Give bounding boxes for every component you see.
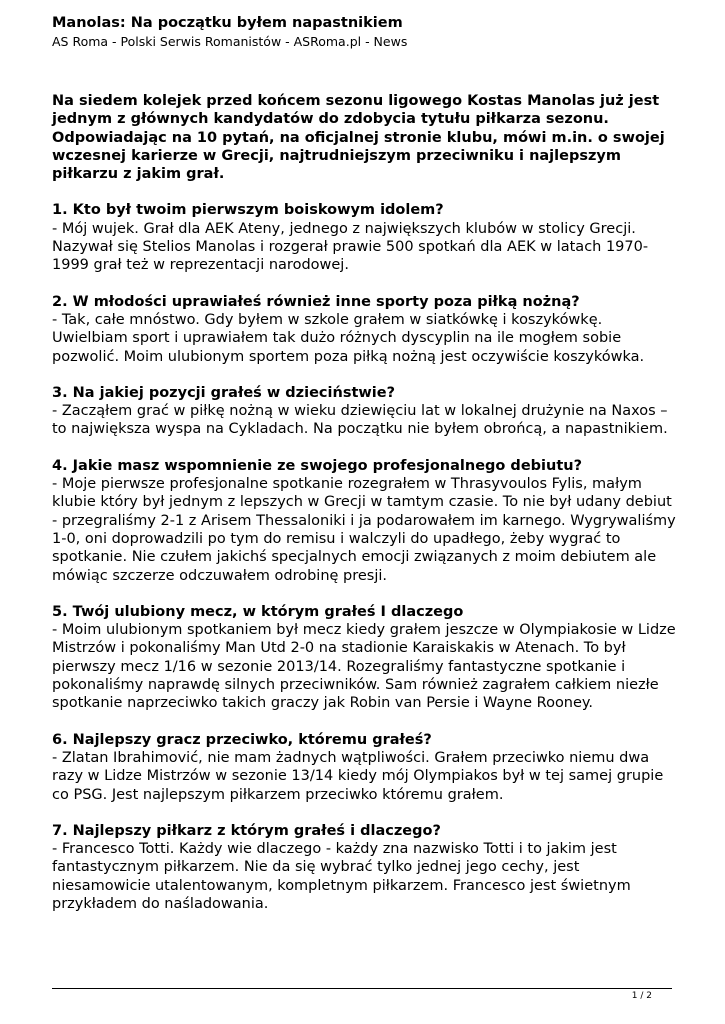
qa-item-2 bbox=[52, 293, 677, 366]
answer: - Moje pierwsze profesjonalne spotkanie rozegrałem w Thrasyvoulos Fylis, małym klubie który był jednym z lepszych w Grecji w tamtym czasie. To nie był udany debiut - przegraliśmy 2-1 z Arisem Thessaloniki i ja podarowałem im karnego. Wygrywaliśmy 1-0, oni doprowadzili po tym do remisu i walczyli do upadłego, żeby wygrać to spotkanie. Nie czułem jakichś specjalnych emocji związanych z moim debiutem ale mówiąc szczerze odczuwałem odrobinę presji. bbox=[52, 476, 676, 584]
article-lead: Na siedem kolejek przed końcem sezonu ligowego Kostas Manolas już jest jednym z głównych kandydatów do zdobycia tytułu piłkarza sezonu. Odpowiadając na 10 pytań, na oficjalnej stronie klubu, mówi m.in. o swojej wczesnej karierze w Grecji, najtrudniejszym przeciwniku i najlepszym piłkarzu z jakim grał. bbox=[52, 93, 665, 183]
qa-item-6 bbox=[52, 731, 677, 804]
question: 7. Najlepszy piłkarz z którym grałeś i dlaczego? bbox=[52, 822, 441, 839]
page-header bbox=[52, 14, 672, 50]
question: 1. Kto był twoim pierwszym boiskowym idolem? bbox=[52, 202, 444, 219]
document-title: Manolas: Na początku byłem napastnikiem bbox=[52, 15, 403, 31]
answer: - Moim ulubionym spotkaniem był mecz kiedy grałem jeszcze w Olympiakosie w Lidze Mistrzów i pokonaliśmy Man Utd 2-0 na stadionie Karaiskakis w Atenach. To był pierwszy mecz 1/16 w sezonie 2013/14. Rozegraliśmy fantastyczne spotkanie i pokonaliśmy naprawdę silnych przeciwników. Sam również zagrałem całkiem niezłe spotkanie naprzeciwko takich graczy jak Robin van Persie i Wayne Rooney. bbox=[52, 622, 676, 712]
answer: - Zlatan Ibrahimović, nie mam żadnych wątpliwości. Grałem przeciwko niemu dwa razy w Lidze Mistrzów w sezonie 13/14 kiedy mój Olympiakos był w tej samej grupie co PSG. Jest najlepszym piłkarzem przeciwko któremu grałem. bbox=[52, 749, 664, 803]
article-body bbox=[52, 92, 677, 931]
qa-item-3 bbox=[52, 384, 677, 439]
qa-item-1 bbox=[52, 201, 677, 274]
page-number: 1 / 2 bbox=[631, 991, 652, 1001]
question: 5. Twój ulubiony mecz, w którym grałeś I dlaczego bbox=[52, 603, 464, 620]
qa-item-5 bbox=[52, 603, 677, 713]
qa-item-7 bbox=[52, 822, 677, 913]
qa-item-4 bbox=[52, 457, 677, 585]
question: 2. W młodości uprawiałeś również inne sporty poza piłką nożną? bbox=[52, 293, 580, 310]
footer-divider bbox=[52, 988, 672, 989]
question: 3. Na jakiej pozycji grałeś w dzieciństwie? bbox=[52, 384, 395, 401]
question: 4. Jakie masz wspomnienie ze swojego profesjonalnego debiutu? bbox=[52, 457, 582, 474]
answer: - Mój wujek. Grał dla AEK Ateny, jednego z największych klubów w stolicy Grecji. Nazywał się Stelios Manolas i rozgerał prawie 500 spotkań dla AEK w latach 1970-1999 grał też w reprezentacji narodowej. bbox=[52, 220, 649, 274]
answer: - Francesco Totti. Każdy wie dlaczego - każdy zna nazwisko Totti i to jakim jest fantastycznym piłkarzem. Nie da się wybrać tylko jednej jego cechy, jest niesamowicie utalentowanym, kompletnym piłkarzem. Francesco jest świetnym przykładem do naśladowania. bbox=[52, 841, 631, 912]
question: 6. Najlepszy gracz przeciwko, któremu grałeś? bbox=[52, 731, 432, 748]
answer: - Tak, całe mnóstwo. Gdy byłem w szkole grałem w siatkówkę i koszykówkę. Uwielbiam sport i uprawiałem tak dużo różnych dyscyplin na ile mogłem sobie pozwolić. Moim ulubionym sportem poza piłką nożną jest oczywiście koszykówka. bbox=[52, 311, 645, 365]
answer: - Zacząłem grać w piłkę nożną w wieku dziewięciu lat w lokalnej drużynie na Naxos – to największa wyspa na Cykladach. Na początku nie byłem obrońcą, a napastnikiem. bbox=[52, 403, 668, 438]
document-source: AS Roma - Polski Serwis Romanistów - ASRoma.pl - News bbox=[52, 34, 408, 49]
